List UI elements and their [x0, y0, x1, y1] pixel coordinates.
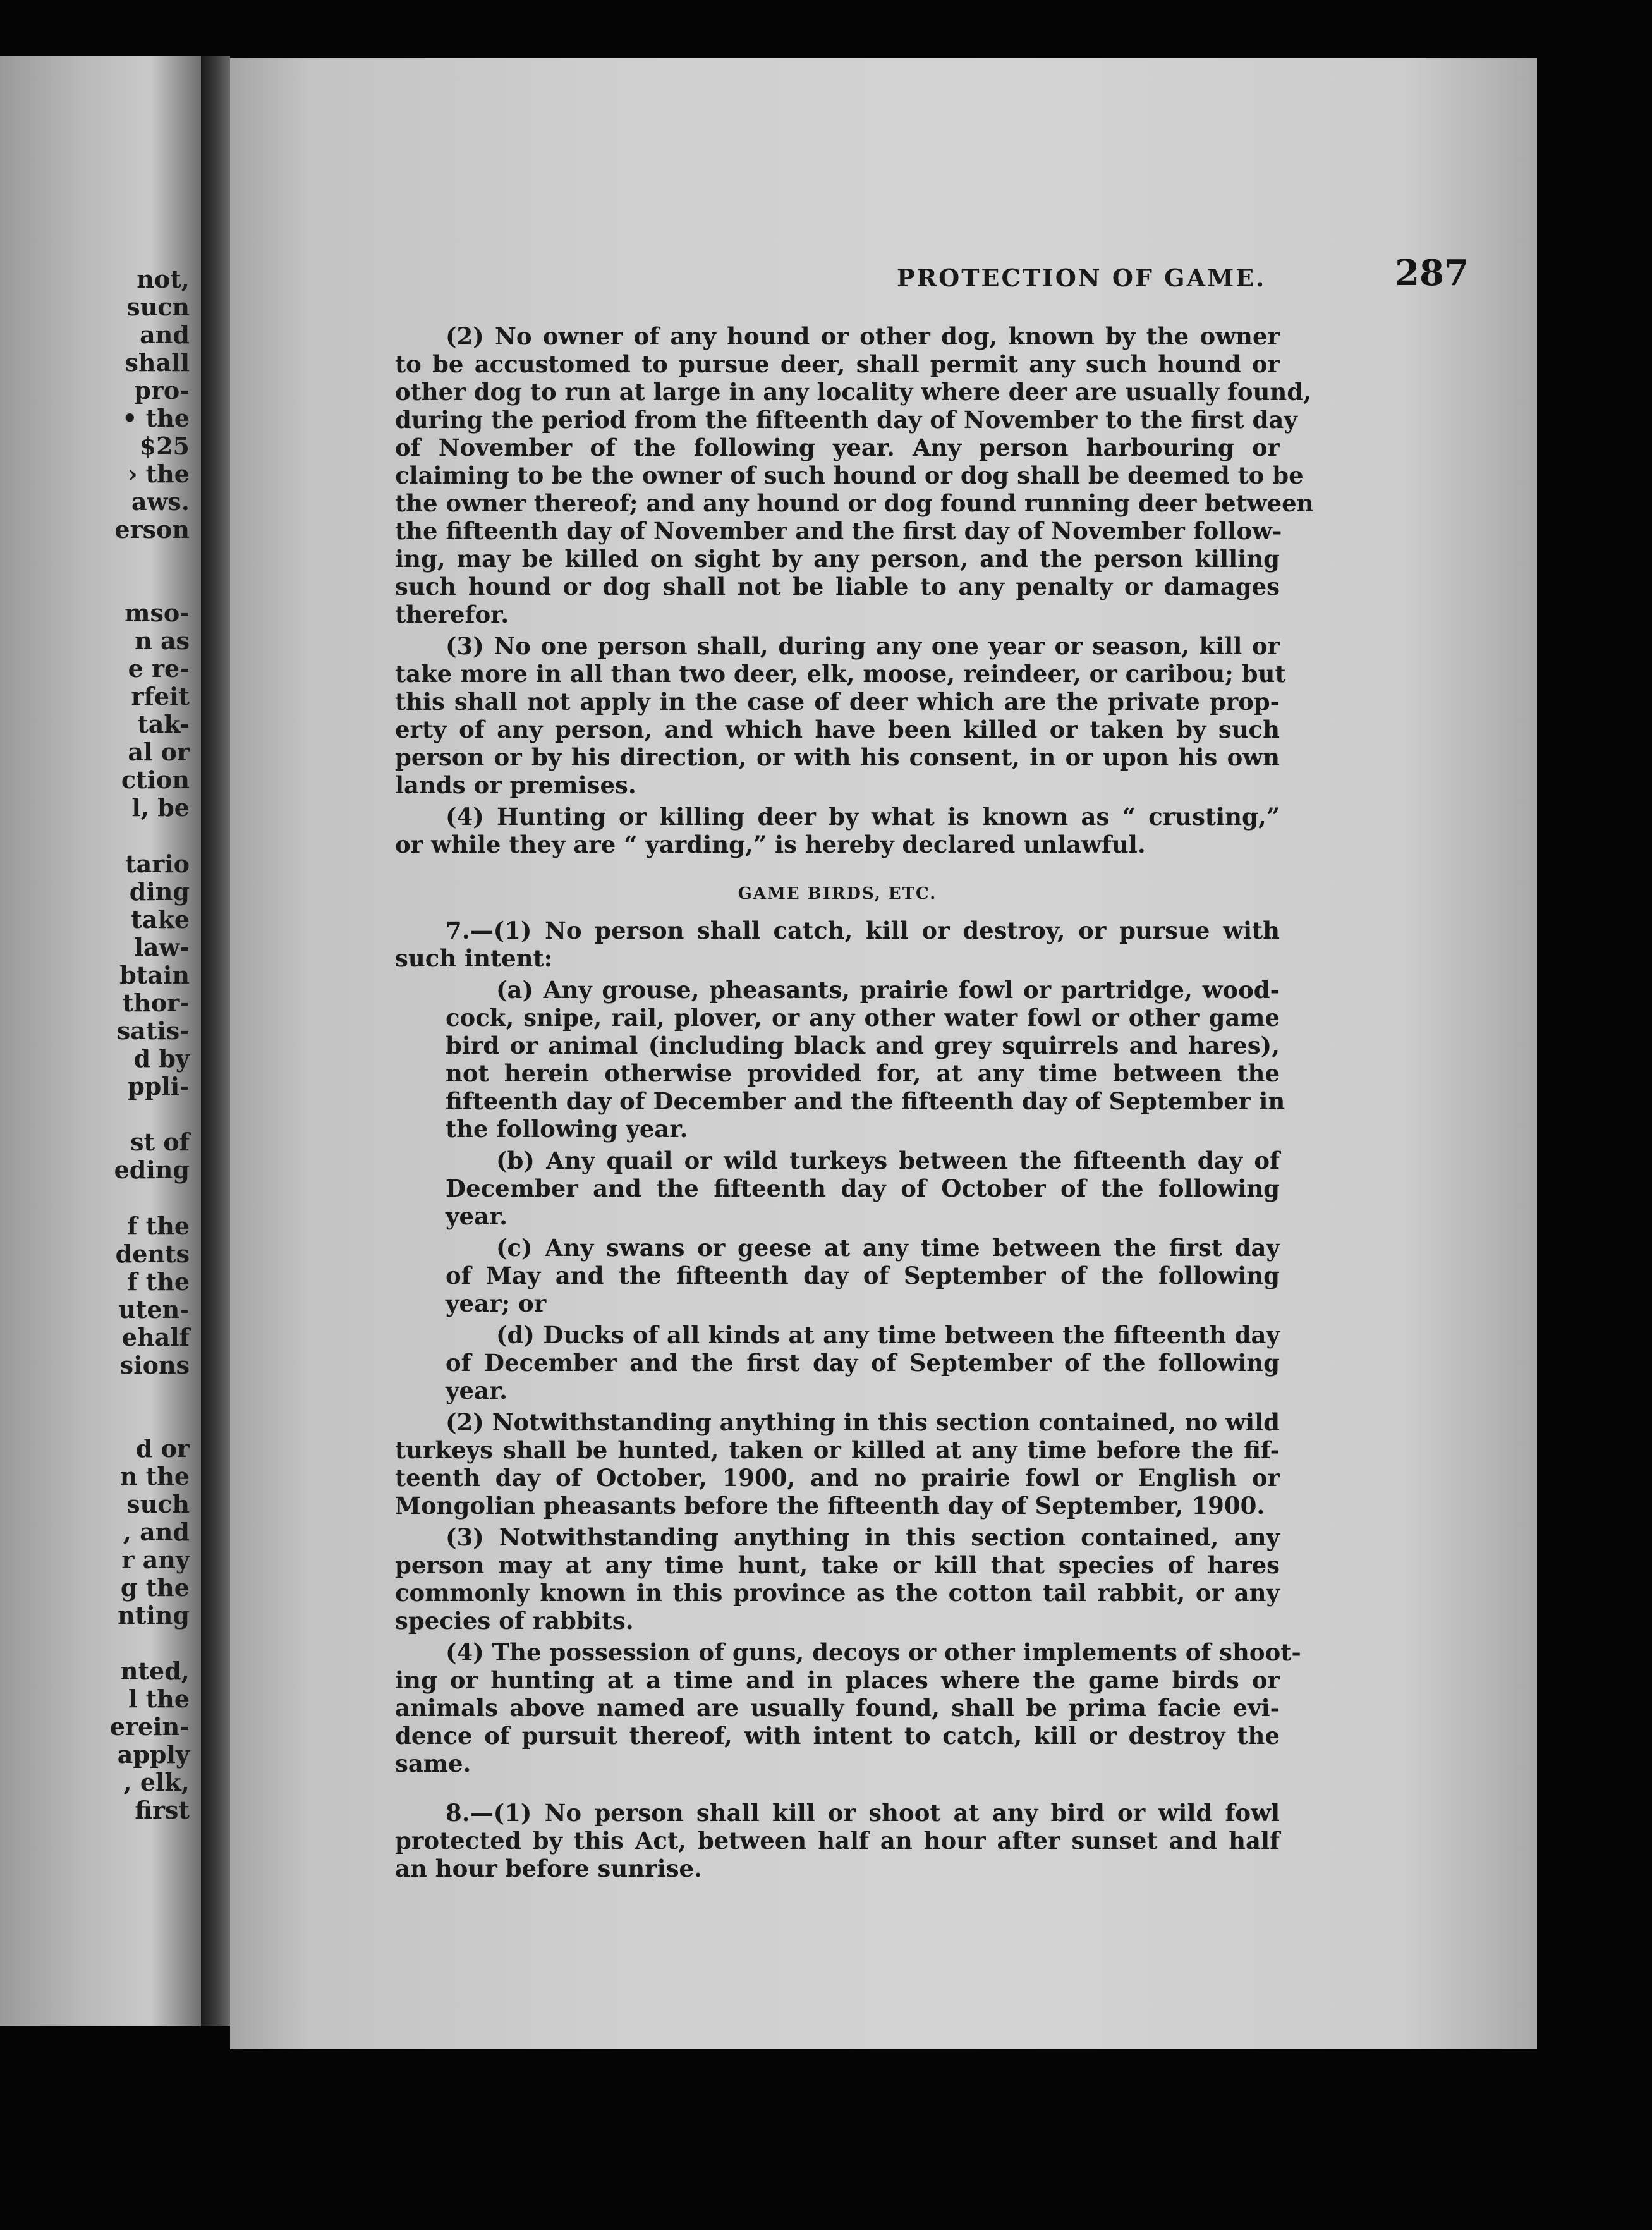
text-line: (2) Notwithstanding anything in this section contained, no wild [446, 1408, 1280, 1436]
left-page-fragment: d or [135, 1434, 190, 1463]
text-line: not herein otherwise provided for, at any time between the [446, 1059, 1280, 1087]
text-line: person or by his direction, or with his consent, in or upon his own [395, 743, 1280, 771]
left-page-fragment: st of [130, 1128, 190, 1156]
para-7-1-b [395, 1147, 1280, 1230]
text-line: the fifteenth day of November and the first day of November follow- [395, 517, 1282, 545]
text-line: ing or hunting at a time and in places where the game birds or [395, 1666, 1280, 1694]
text-line: of November of the following year. Any person harbouring or [395, 434, 1280, 461]
left-page-fragment: f the [127, 1212, 190, 1240]
text-line: (c) Any swans or geese at any time between the first day [496, 1234, 1280, 1262]
para-7-1-c [395, 1234, 1280, 1317]
text-line: other dog to run at large in any locality where deer are usually found, [395, 378, 1312, 406]
left-page-fragment: nting [118, 1601, 190, 1630]
left-page-fragment: l the [128, 1685, 190, 1713]
text-line: 7.—(1) No person shall catch, kill or destroy, or pursue with [446, 917, 1280, 944]
para-6-3 [395, 632, 1286, 799]
page-number: 287 [1395, 252, 1469, 294]
text-line: during the period from the fifteenth day of November to the first day [395, 406, 1297, 434]
text-line: of May and the fifteenth day of September of the following [446, 1262, 1280, 1289]
para-7-2 [395, 1408, 1280, 1520]
text-line: dence of pursuit thereof, with intent to catch, kill or destroy the [395, 1722, 1280, 1750]
left-page-fragment: erson [114, 515, 190, 544]
left-page-fragment: rfeit [131, 682, 190, 710]
text-line: lands or premises. [395, 771, 636, 799]
page-header [672, 252, 1481, 302]
text-line: protected by this Act, between half an hour after sunset and half [395, 1827, 1280, 1855]
para-7-1-a [395, 976, 1285, 1143]
left-page-fragment: first [135, 1796, 190, 1824]
text-line: December and the fifteenth day of October of the following [446, 1174, 1280, 1202]
text-line: (d) Ducks of all kinds at any time between the fifteenth day [496, 1321, 1280, 1349]
text-line: species of rabbits. [395, 1607, 634, 1635]
left-page-fragment: satis- [116, 1016, 190, 1045]
left-page-fragment: n as [135, 626, 190, 655]
text-line: to be accustomed to pursue deer, shall permit any such hound or [395, 350, 1280, 378]
text-line: an hour before sunrise. [395, 1855, 702, 1882]
text-line: (2) No owner of any hound or other dog, known by the owner [446, 322, 1280, 350]
text-line: erty of any person, and which have been killed or taken by such [395, 716, 1280, 743]
left-page-fragment: e re- [128, 654, 190, 683]
left-page-fragment: nted, [120, 1657, 190, 1685]
left-page-fragment: g the [120, 1573, 190, 1602]
left-page-fragment: thor- [122, 989, 190, 1017]
text-line: year. [446, 1202, 507, 1230]
left-page-fragment: f the [127, 1267, 190, 1296]
left-page-fragment: d by [133, 1044, 190, 1073]
text-line: (a) Any grouse, pheasants, prairie fowl or partridge, wood- [496, 976, 1280, 1004]
left-page-fragment: › the [128, 460, 190, 488]
left-page-fragment: tak- [137, 710, 190, 738]
para-7-1 [395, 917, 1280, 972]
left-page-fragment: ehalf [121, 1323, 190, 1351]
left-page-fragment: law- [134, 933, 190, 961]
text-line: take more in all than two deer, elk, moose, reindeer, or caribou; but [395, 660, 1286, 688]
text-line: the owner thereof; and any hound or dog found running deer between [395, 489, 1314, 517]
text-line: (3) No one person shall, during any one year or season, kill or [446, 632, 1280, 660]
text-line: of December and the first day of September of the following [446, 1349, 1280, 1377]
text-line: this shall not apply in the case of deer which are the private prop- [395, 688, 1280, 716]
left-page-fragment: tario [125, 850, 190, 878]
para-7-4 [395, 1638, 1301, 1777]
text-line: same. [395, 1750, 471, 1777]
para-7-3 [395, 1523, 1280, 1635]
left-page-fragment: erein- [109, 1712, 190, 1741]
text-line: claiming to be the owner of such hound or dog shall be deemed to be [395, 461, 1304, 489]
body-text [395, 322, 1314, 1882]
left-page-fragment: , elk, [123, 1768, 190, 1796]
running-head: PROTECTION OF GAME. [897, 264, 1266, 292]
left-page-fragment: btain [119, 961, 190, 989]
text-line: the following year. [446, 1115, 688, 1143]
text-line: ing, may be killed on sight by any person, and the person killing [395, 545, 1280, 573]
left-page-fragment: ction [121, 765, 190, 794]
book-gutter [201, 56, 230, 2026]
left-page-fragment: • the [122, 404, 190, 432]
left-page-fragment: shall [125, 348, 190, 377]
left-page-fragment: sucn [126, 293, 190, 321]
text-line: (4) The possession of guns, decoys or other implements of shoot- [446, 1638, 1301, 1666]
text-line: therefor. [395, 600, 509, 628]
left-page-fragment: dents [115, 1240, 190, 1268]
left-page-fragment: n the [119, 1462, 190, 1490]
text-line: such hound or dog shall not be liable to any penalty or damages [395, 573, 1280, 600]
text-line: bird or animal (including black and grey squirrels and hares), [446, 1032, 1280, 1059]
left-page-fragment: apply [117, 1740, 190, 1769]
text-line: person may at any time hunt, take or kill that species of hares [395, 1551, 1280, 1579]
left-page-fragment: l, be [131, 793, 190, 822]
text-line: (4) Hunting or killing deer by what is known as “ crusting,” [446, 803, 1280, 831]
text-line: year. [446, 1377, 507, 1404]
para-6-4 [395, 803, 1280, 858]
text-line: (b) Any quail or wild turkeys between the fifteenth day of [496, 1147, 1280, 1174]
left-page-fragment: al or [128, 738, 190, 766]
text-line: or while they are “ yarding,” is hereby declared unlawful. [395, 831, 1146, 858]
text-line: (3) Notwithstanding anything in this section contained, any [446, 1523, 1280, 1551]
text-line: turkeys shall be hunted, taken or killed at any time before the fif- [395, 1436, 1280, 1464]
text-line: Mongolian pheasants before the fifteenth day of September, 1900. [395, 1492, 1265, 1520]
text-line: commonly known in this province as the cotton tail rabbit, or any [395, 1579, 1280, 1607]
left-page-fragment: ppli- [128, 1072, 190, 1100]
left-page-fragment: mso- [125, 599, 190, 627]
left-page-fragment: such [126, 1490, 190, 1518]
left-page-fragment: aws. [131, 487, 190, 516]
para-6-2 [395, 322, 1314, 628]
left-page-fragment: take [131, 905, 190, 934]
section-heading-game-birds: GAME BIRDS, ETC. [738, 884, 937, 903]
text-line: animals above named are usually found, shall be prima facie evi- [395, 1694, 1280, 1722]
left-page-fragment: and [140, 320, 190, 349]
text-line: 8.—(1) No person shall kill or shoot at any bird or wild fowl [446, 1799, 1280, 1827]
left-page-fragment: pro- [134, 376, 190, 405]
para-7-1-d [395, 1321, 1280, 1404]
text-line: teenth day of October, 1900, and no prairie fowl or English or [395, 1464, 1280, 1492]
left-page-fragment: eding [114, 1155, 190, 1184]
left-facing-page [0, 56, 201, 2026]
para-8-1 [395, 1799, 1280, 1882]
left-page-fragment: $25 [139, 432, 190, 460]
left-page-fragment: uten- [118, 1295, 190, 1324]
left-page-fragment: sions [119, 1351, 190, 1379]
left-page-fragment: ding [129, 877, 190, 906]
text-line: fifteenth day of December and the fifteenth day of September in [446, 1087, 1285, 1115]
left-page-fragment: , and [123, 1518, 190, 1546]
text-line: cock, snipe, rail, plover, or any other water fowl or other game [446, 1004, 1280, 1032]
text-line: such intent: [395, 944, 553, 972]
left-page-fragment: not, [137, 265, 190, 293]
text-line: year; or [446, 1289, 547, 1317]
left-page-fragment: r any [121, 1545, 190, 1574]
